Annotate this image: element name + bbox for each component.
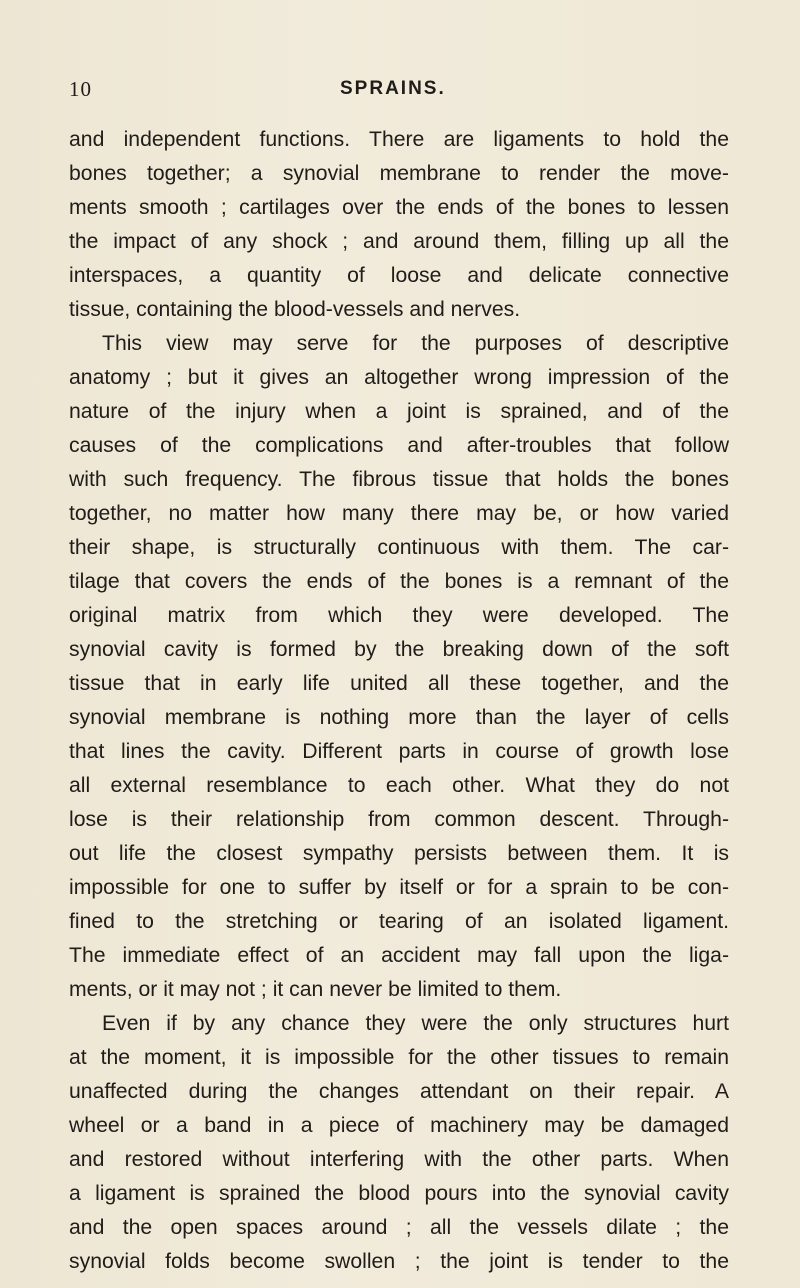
text-line: tilage that covers the ends of the bones is a remnant of the bbox=[69, 570, 729, 593]
text-line: the impact of any shock ; and around them, filling up all the bbox=[69, 230, 729, 253]
text-line: causes of the complications and after-troubles that follow bbox=[69, 434, 729, 457]
text-line: unaffected during the changes attendant on their repair. A bbox=[69, 1080, 729, 1103]
text-line: tissue that in early life united all these together, and the bbox=[69, 672, 729, 695]
page-number: 10 bbox=[69, 77, 92, 101]
text-line: synovial folds become swollen ; the joint is tender to the bbox=[69, 1250, 729, 1273]
text-line: their shape, is structurally continuous with them. The car- bbox=[69, 536, 729, 559]
text-line: fined to the stretching or tearing of an isolated ligament. bbox=[69, 910, 729, 933]
text-line: wheel or a band in a piece of machinery may be damaged bbox=[69, 1114, 729, 1137]
text-line: lose is their relationship from common descent. Through- bbox=[69, 808, 729, 831]
text-line: a ligament is sprained the blood pours into the synovial cavity bbox=[69, 1182, 729, 1205]
text-line: at the moment, it is impossible for the other tissues to remain bbox=[69, 1046, 729, 1069]
text-line: interspaces, a quantity of loose and delicate connective bbox=[69, 264, 729, 287]
text-line: together, no matter how many there may be, or how varied bbox=[69, 502, 729, 525]
text-line: Even if by any chance they were the only structures hurt bbox=[102, 1012, 729, 1035]
body-text bbox=[69, 123, 729, 1279]
text-line: out life the closest sympathy persists between them. It is bbox=[69, 842, 729, 865]
text-line: all external resemblance to each other. What they do not bbox=[69, 774, 729, 797]
text-line: with such frequency. The fibrous tissue that holds the bones bbox=[69, 468, 729, 491]
text-line: nature of the injury when a joint is sprained, and of the bbox=[69, 400, 729, 423]
text-line: and the open spaces around ; all the vessels dilate ; the bbox=[69, 1216, 729, 1239]
text-line: ments, or it may not ; it can never be limited to them. bbox=[69, 978, 562, 1001]
text-line: anatomy ; but it gives an altogether wrong impression of the bbox=[69, 366, 729, 389]
text-line: that lines the cavity. Different parts in course of growth lose bbox=[69, 740, 729, 763]
text-line: ments smooth ; cartilages over the ends of the bones to lessen bbox=[69, 196, 729, 219]
text-line: synovial cavity is formed by the breaking down of the soft bbox=[69, 638, 729, 661]
text-line: original matrix from which they were developed. The bbox=[69, 604, 729, 627]
text-line: tissue, containing the blood-vessels and nerves. bbox=[69, 298, 521, 321]
page-header bbox=[0, 74, 800, 104]
running-head: SPRAINS. bbox=[340, 78, 446, 99]
text-line: impossible for one to suffer by itself or for a sprain to be con- bbox=[69, 876, 729, 899]
text-line: bones together; a synovial membrane to render the move- bbox=[69, 162, 729, 185]
text-line: and restored without interfering with the other parts. When bbox=[69, 1148, 729, 1171]
text-line: The immediate effect of an accident may fall upon the liga- bbox=[69, 944, 729, 967]
text-line: This view may serve for the purposes of descriptive bbox=[102, 332, 729, 355]
text-line: synovial membrane is nothing more than the layer of cells bbox=[69, 706, 729, 729]
text-line: and independent functions. There are ligaments to hold the bbox=[69, 128, 729, 151]
